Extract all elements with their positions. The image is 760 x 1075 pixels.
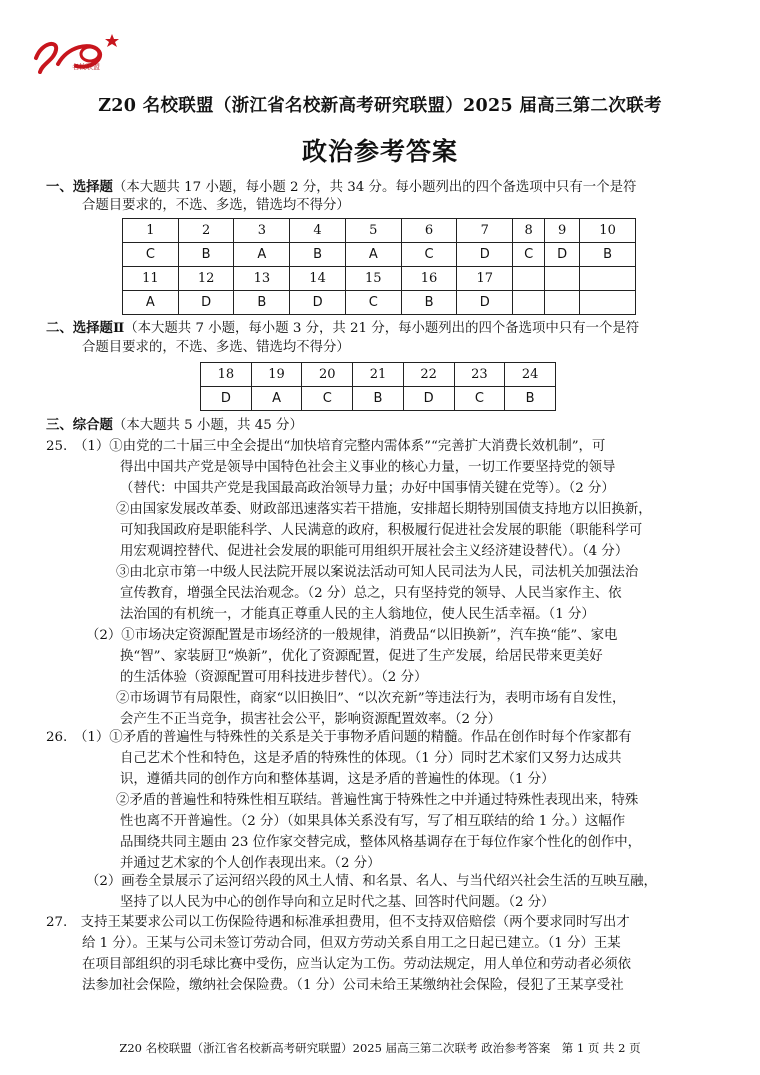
answer-cell: B <box>401 291 457 315</box>
question-number-cell: 20 <box>302 363 353 387</box>
answer-text-line: 得出中国共产党是领导中国特色社会主义事业的核心力量，一切工作要坚持党的领导 <box>120 460 616 475</box>
answer-cell: C <box>401 243 457 267</box>
section2-desc2: 合题目要求的，不选、多选、错选均不得分） <box>82 340 350 355</box>
question-number-cell: 11 <box>123 267 179 291</box>
section2-heading <box>46 318 726 339</box>
section2-answer-table <box>200 362 556 411</box>
question-number-cell <box>580 267 636 291</box>
answer-text-line: 在项目部组织的羽毛球比赛中受伤，应当认定为工伤。劳动法规定，用人单位和劳动者必须依 <box>82 957 632 972</box>
question-number-cell: 10 <box>580 219 636 243</box>
question-number-cell: 14 <box>290 267 346 291</box>
question-number-cell: 18 <box>201 363 252 387</box>
answer-cell <box>545 291 580 315</box>
answer-text-line: 27. 支持王某要求公司以工伤保险待遇和标准承担费用，但不支持双倍赔偿（两个要求同时写出才 <box>46 915 630 930</box>
question-number-cell: 5 <box>345 219 401 243</box>
answer-text-line: 性也离不开普遍性。（2 分）（如果具体关系没有写，写了相互联结的给 1 分。）这幅作 <box>120 814 626 829</box>
answer-cell: B <box>234 291 290 315</box>
answer-cell: A <box>234 243 290 267</box>
question-number-cell: 16 <box>401 267 457 291</box>
section2-label: 二、选择题Ⅱ <box>46 320 125 336</box>
table-row <box>201 387 556 411</box>
question-number-cell: 24 <box>505 363 556 387</box>
answer-text-line: 的生活体验（资源配置可用科技进步替代）。（2 分） <box>120 670 428 685</box>
answer-text-line: （2）①市场决定资源配置是市场经济的一般规律，消费品“以旧换新”，汽车换“能”、家电 <box>86 628 618 643</box>
answer-text-line: 识，遵循共同的创作方向和整体基调，这是矛盾的普遍性的体现。（1 分） <box>120 772 555 787</box>
answer-text-line: 用宏观调控替代、促进社会发展的职能可用组织开展社会主义经济建设替代）。（4 分） <box>120 544 629 559</box>
question-number-cell: 17 <box>457 267 513 291</box>
section1-heading <box>46 177 726 198</box>
answer-cell: A <box>345 243 401 267</box>
answer-cell: C <box>123 243 179 267</box>
answer-cell: D <box>201 387 252 411</box>
answer-text-line: （替代：中国共产党是我国最高政治领导力量；办好中国事情关键在党等）。（2 分） <box>120 481 615 496</box>
answer-cell: D <box>457 291 513 315</box>
question-number-cell: 12 <box>178 267 234 291</box>
section2-desc: （本大题共 7 小题，每小题 3 分，共 21 分，每小题列出的四个备选项中只有一个是符 <box>124 321 640 336</box>
answer-cell: C <box>454 387 505 411</box>
question-number-cell: 15 <box>345 267 401 291</box>
answer-cell: D <box>403 387 454 411</box>
answer-text-line: 会产生不正当竞争，损害社会公平，影响资源配置效率。（2 分） <box>120 712 502 727</box>
question-number-cell: 9 <box>545 219 580 243</box>
question-number-cell: 23 <box>454 363 505 387</box>
answer-cell: C <box>513 243 545 267</box>
table-row <box>201 363 556 387</box>
answer-text-line: 法治国的有机统一，才能真正尊重人民的主人翁地位，使人民生活幸福。（1 分） <box>120 607 595 622</box>
answer-cell: D <box>457 243 513 267</box>
question-number-cell: 19 <box>251 363 302 387</box>
table-row <box>123 267 636 291</box>
answer-cell: D <box>545 243 580 267</box>
table-row <box>123 291 636 315</box>
answer-cell: A <box>123 291 179 315</box>
section3-heading <box>46 415 726 436</box>
section3-label: 三、综合题 <box>46 417 113 433</box>
answer-cell: B <box>505 387 556 411</box>
answer-cell: D <box>290 291 346 315</box>
answer-text-line: 可知我国政府是职能科学、人民满意的政府，积极履行促进社会发展的职能（职能科学可 <box>120 523 643 538</box>
question-number-cell: 3 <box>234 219 290 243</box>
question-number-cell <box>513 267 545 291</box>
answer-cell: B <box>580 243 636 267</box>
answer-cell: C <box>302 387 353 411</box>
answer-text-line: ②矛盾的普遍性和特殊性相互联结。普遍性寓于特殊性之中并通过特殊性表现出来，特殊 <box>116 793 639 808</box>
answer-cell: A <box>251 387 302 411</box>
section1-desc: （本大题共 17 小题，每小题 2 分，共 34 分。每小题列出的四个备选项中只有一个是符 <box>112 180 637 195</box>
page-footer: Z20 名校联盟（浙江省名校新高考研究联盟）2025 届高三第二次联考 政治参考答案 第 1 页 共 2 页 <box>119 1041 641 1055</box>
question-number-cell: 22 <box>403 363 454 387</box>
answer-text-line: 宣传教育，增强全民法治观念。（2 分）总之，只有坚持党的领导、人民当家作主、依 <box>120 586 622 601</box>
question-number-cell: 21 <box>353 363 404 387</box>
answer-cell <box>580 291 636 315</box>
answer-text-line: ②市场调节有局限性，商家“以旧换旧”、“以次充新”等违法行为，表明市场有自发性， <box>116 691 626 706</box>
section3-desc: （本大题共 5 小题，共 45 分） <box>112 418 303 433</box>
answer-text-line: 给 1 分）。王某与公司未签订劳动合同，但双方劳动关系自用工之日起已建立。（1 分）王某 <box>82 936 621 951</box>
answer-cell: D <box>178 291 234 315</box>
answer-text-line: 并通过艺术家的个人创作表现出来。（2 分） <box>120 856 381 871</box>
table-row <box>123 243 636 267</box>
answer-cell: C <box>345 291 401 315</box>
question-number-cell: 2 <box>178 219 234 243</box>
answer-cell <box>513 291 545 315</box>
answer-cell: B <box>178 243 234 267</box>
question-number-cell: 13 <box>234 267 290 291</box>
answer-text-line: 26. （1）①矛盾的普遍性与特殊性的关系是关于事物矛盾问题的精髓。作品在创作时每个作家都有 <box>46 730 632 745</box>
question-number-cell <box>545 267 580 291</box>
answer-text-line: ③由北京市第一中级人民法院开展以案说法活动可知人民司法为人民，司法机关加强法治 <box>116 565 639 580</box>
answer-text-line: 法参加社会保险，缴纳社会保险费。（1 分）公司未给王某缴纳社会保险，侵犯了王某享受社 <box>82 978 624 993</box>
exam-title: Z20 名校联盟（浙江省名校新高考研究联盟）2025 届高三第二次联考 <box>98 96 662 116</box>
document-title: 政治参考答案 <box>301 137 458 166</box>
question-number-cell: 7 <box>457 219 513 243</box>
answer-text-line: （2）画卷全景展示了运河绍兴段的风土人情、和名景、名人、与当代绍兴社会生活的互映互融， <box>86 874 657 889</box>
answer-cell: B <box>353 387 404 411</box>
section1-answer-table <box>122 218 636 315</box>
table-row <box>123 219 636 243</box>
answer-text-line: 自己艺术个性和特色，这是矛盾的特殊性的体现。（1 分）同时艺术家们又努力达成共 <box>120 751 622 766</box>
question-number-cell: 6 <box>401 219 457 243</box>
question-number-cell: 1 <box>123 219 179 243</box>
answer-text-line: 坚持了以人民为中心的创作导向和立足时代之基、回答时代问题。（2 分） <box>120 895 555 910</box>
logo-text: 名校联盟 <box>72 63 100 71</box>
answer-text-line: ②由国家发展改革委、财政部迅速落实若干措施，安排超长期特别国债支持地方以旧换新， <box>116 502 652 517</box>
question-number-cell: 8 <box>513 219 545 243</box>
answer-text-line: 25. （1）①由党的二十届三中全会提出“加快培育完整内需体系”“完善扩大消费长效机制”，可 <box>46 439 606 454</box>
answer-text-line: 品围绕共同主题由 23 位作家交替完成，整体风格基调存在于每位作家个性化的创作中， <box>120 835 642 850</box>
section1-desc2: 合题目要求的，不选、多选，错选均不得分） <box>82 198 350 213</box>
answer-text-line: 换“智”、家装厨卫“焕新”，优化了资源配置，促进了生产发展，给居民带来更美好 <box>120 649 603 664</box>
question-number-cell: 4 <box>290 219 346 243</box>
section1-label: 一、选择题 <box>46 179 113 195</box>
answer-cell: B <box>290 243 346 267</box>
